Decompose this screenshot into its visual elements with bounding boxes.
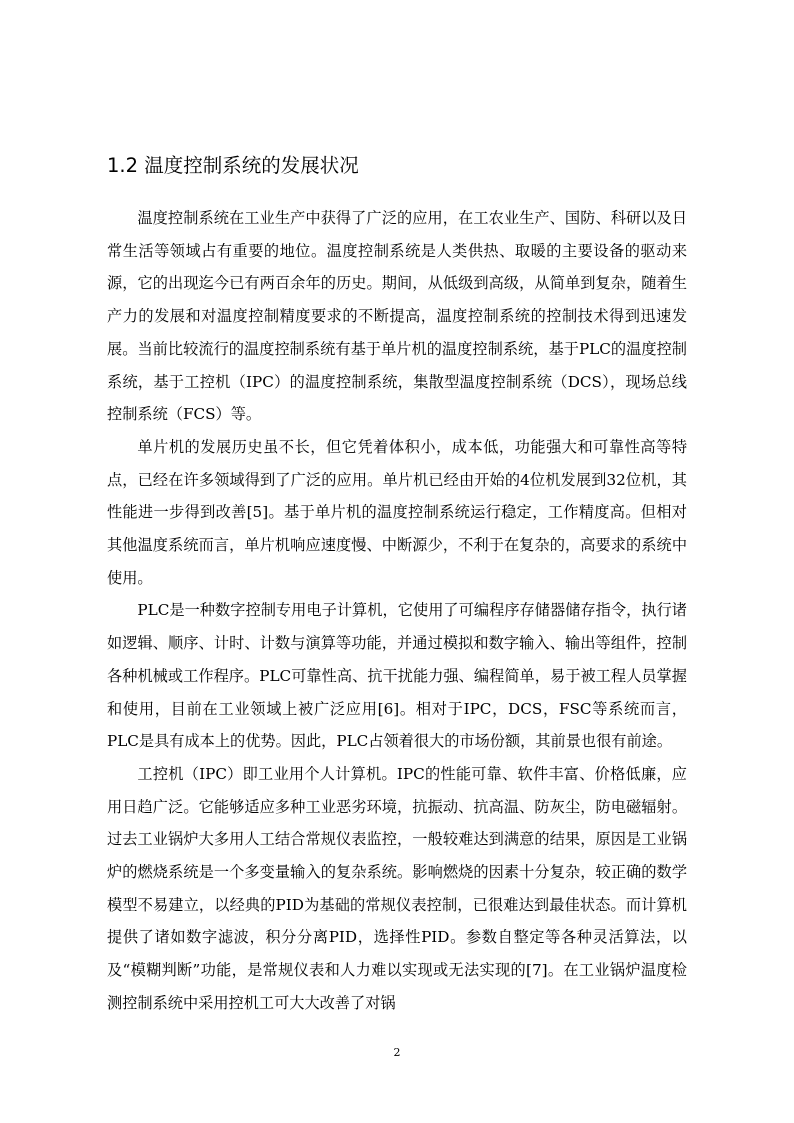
- paragraph-mcu: 单片机的发展历史虽不长，但它凭着体积小，成本低，功能强大和可靠性高等特点，已经在许多领域得到了广泛的应用。单片机已经由开始的4位机发展到32位机，其性能进一步得到改善[5]。基于单片机的温度控制系统运行稳定，工作精度高。但相对其他温度系统而言，单片机响应速度慢、中断源少，不利于在复杂的，高要求的系统中使用。: [107, 437, 687, 587]
- paragraph-ipc: 工控机（IPC）即工业用个人计算机。IPC的性能可靠、软件丰富、价格低廉，应用日趋广泛。它能够适应多种工业恶劣环境，抗振动、抗高温、防灰尘，防电磁辐射。过去工业锅炉大多用人工结合常规仪表监控，一般较难达到满意的结果，原因是工业锅炉的燃烧系统是一个多变量输入的复杂系统。影响燃烧的因素十分复杂，较正确的数学模型不易建立，以经典的PID为基础的常规仪表控制，已很难达到最佳状态。而计算机提供了诸如数字滤波，积分分离PID，选择性PID。参数自整定等各种灵活算法，以及“模糊判断”功能，是常规仪表和人力难以实现或无法实现的[7]。在工业锅炉温度检测控制系统中采用控机工可大大改善了对锅: [107, 764, 687, 1012]
- section-heading: 1.2 温度控制系统的发展状况: [107, 154, 359, 177]
- paragraph-plc: PLC是一种数字控制专用电子计算机，它使用了可编程序存储器储存指令，执行诸如逻辑、顺序、计时、计数与演算等功能，并通过模拟和数字输入、输出等组件，控制各种机械或工作程序。PLC可靠性高、抗干扰能力强、编程简单，易于被工程人员掌握和使用，目前在工业领域上被广泛应用[6]。相对于IPC，DCS，FSC等系统而言，PLC是具有成本上的优势。因此，PLC占领着很大的市场份额，其前景也很有前途。: [107, 601, 687, 751]
- page-content: [107, 150, 687, 1020]
- paragraph-overview: 温度控制系统在工业生产中获得了广泛的应用，在工农业生产、国防、科研以及日常生活等领域占有重要的地位。温度控制系统是人类供热、取暖的主要设备的驱动来源，它的出现迄今已有两百余年的历史。期间，从低级到高级，从简单到复杂，随着生产力的发展和对温度控制精度要求的不断提高，温度控制系统的控制技术得到迅速发展。当前比较流行的温度控制系统有基于单片机的温度控制系统，基于PLC的温度控制系统，基于工控机（IPC）的温度控制系统，集散型温度控制系统（DCS），现场总线控制系统（FCS）等。: [107, 209, 687, 424]
- page-number: 2: [393, 1046, 401, 1059]
